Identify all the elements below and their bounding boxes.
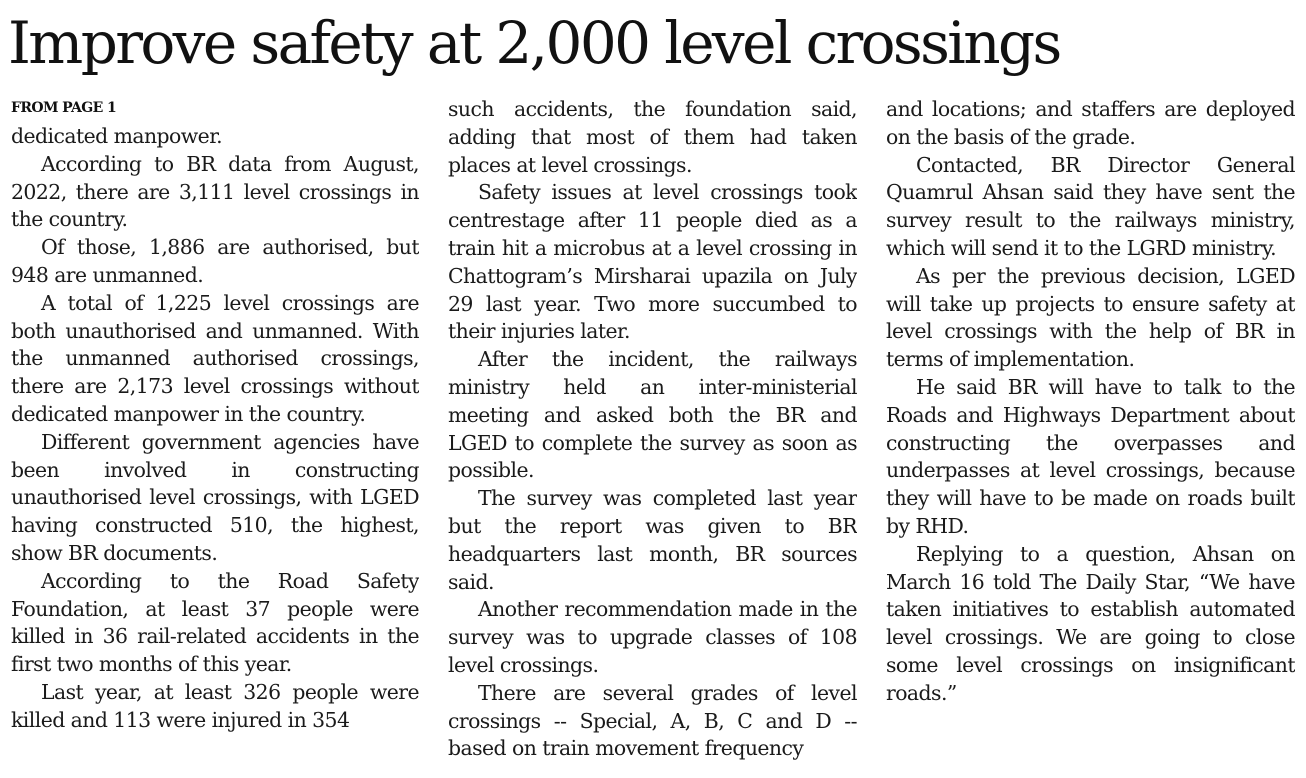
- paragraph: According to the Road Safety Foundation, at least 37 people were killed in 36 rail-related accidents in the first two months of this year.: [11, 568, 419, 677]
- article-column-1: [11, 123, 419, 778]
- article-column-2: [448, 96, 857, 776]
- paragraph: According to BR data from August, 2022, there are 3,111 level crossings in the country.: [11, 151, 419, 232]
- paragraph: dedicated manpower.: [11, 124, 223, 148]
- paragraph: After the incident, the railways ministry held an inter-ministerial meeting and asked both the BR and LGED to complete the survey as soon as possible.: [448, 347, 857, 483]
- paragraph: Last year, at least 326 people were killed and 113 were injured in 354: [11, 679, 419, 732]
- paragraph: Another recommendation made in the survey was to upgrade classes of 108 level crossings.: [448, 597, 857, 677]
- paragraph: Of those, 1,886 are authorised, but 948 are unmanned.: [11, 235, 419, 287]
- paragraph: such accidents, the foundation said, adding that most of them had taken places at level crossings.: [448, 97, 857, 177]
- paragraph: As per the previous decision, LGED will take up projects to ensure safety at level crossings with the help of BR in terms of implementation.: [886, 263, 1295, 372]
- paragraph: and locations; and staffers are deployed on the basis of the grade.: [886, 97, 1295, 149]
- paragraph: He said BR will have to talk to the Roads and Highways Department about constructing the overpasses and underpasses at level crossings, because they will have to be made on roads built by RHD.: [886, 374, 1295, 538]
- headline: Improve safety at 2,000 level crossings: [8, 9, 1060, 77]
- paragraph: Safety issues at level crossings took centrestage after 11 people died as a train hit a microbus at a level crossing in Chattogram’s Mirsharai upazila on July 29 last year. Two more succumbed to their injuries later.: [448, 180, 857, 344]
- paragraph: The survey was completed last year but the report was given to BR headquarters last month, BR sources said.: [448, 486, 857, 594]
- paragraph: Different government agencies have been involved in constructing unauthorised level crossings, with LGED having constructed 510, the highest, show BR documents.: [11, 429, 419, 565]
- paragraph: A total of 1,225 level crossings are both unauthorised and unmanned. With the unmanned authorised crossings, there are 2,173 level crossings without dedicated manpower in the country.: [11, 290, 419, 426]
- continuation-label: FROM PAGE 1: [11, 100, 117, 116]
- article-column-3: [886, 96, 1295, 776]
- paragraph: Contacted, BR Director General Quamrul Ahsan said they have sent the survey result to the railways ministry, which will send it to the LGRD ministry.: [886, 152, 1295, 260]
- paragraph: There are several grades of level crossings -- Special, A, B, C and D -- based on train movement frequency: [448, 680, 857, 761]
- paragraph: Replying to a question, Ahsan on March 16 told The Daily Star, “We have taken initiatives to establish automated level crossings. We are going to close some level crossings on insignificant roads.”: [886, 541, 1295, 705]
